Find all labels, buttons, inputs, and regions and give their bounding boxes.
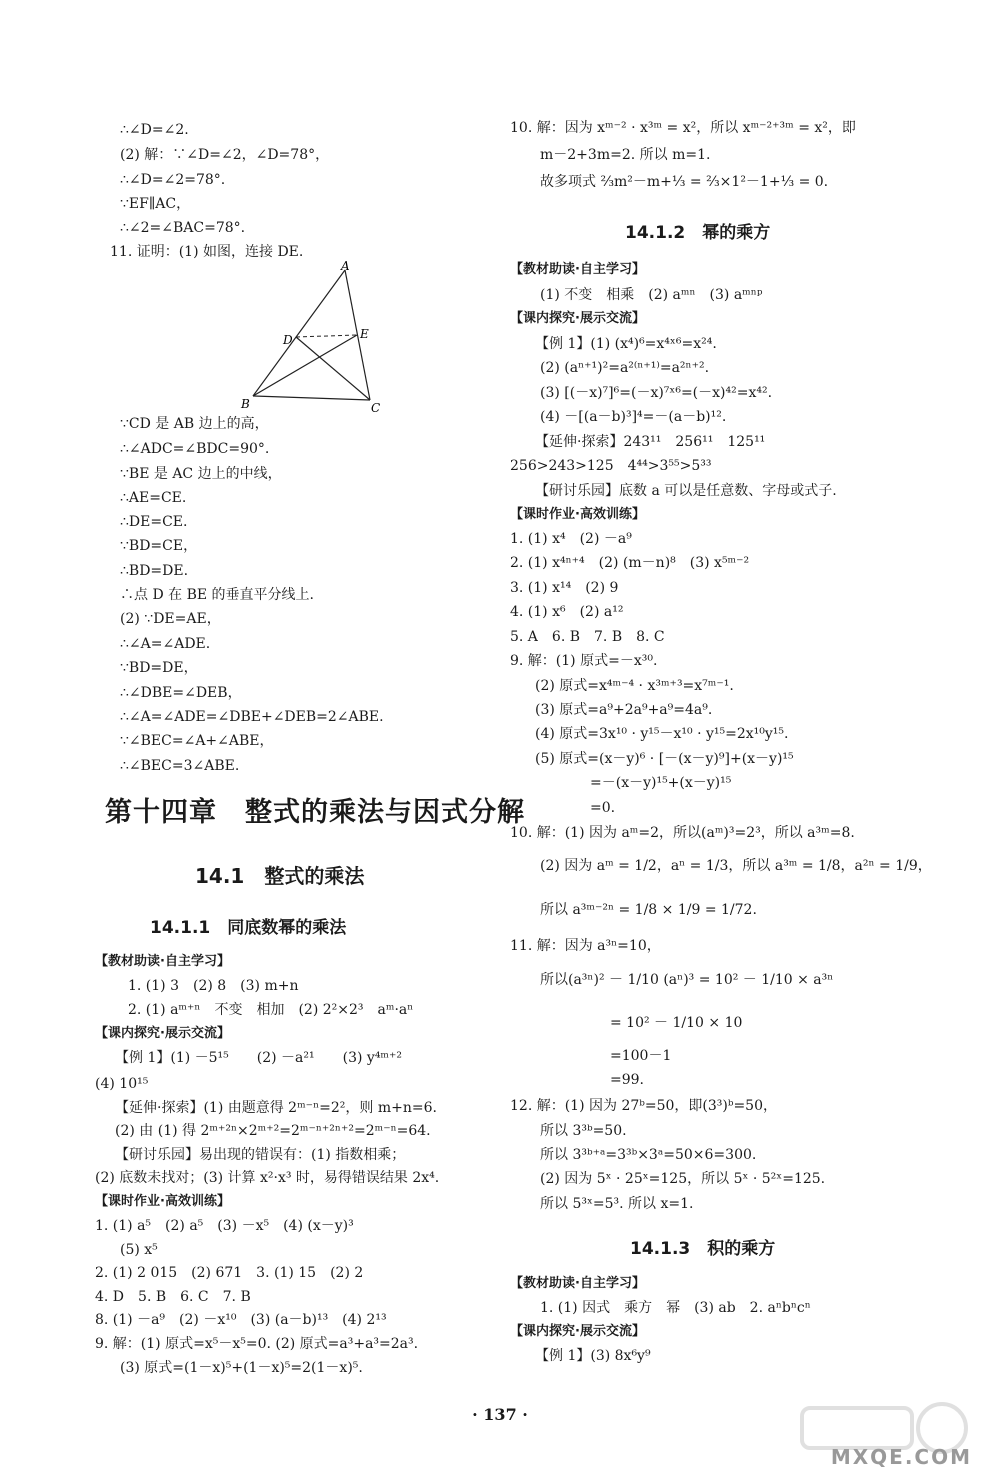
label-d: D (283, 333, 293, 347)
text-line: =100－1 (610, 1048, 672, 1064)
text-line: (2) 解：∵∠D=∠2，∠D=78°， (120, 147, 330, 163)
text-line: 5. A 6. B 7. B 8. C (510, 629, 665, 645)
text-line: =－(x－y)¹⁵+(x－y)¹⁵ (590, 775, 732, 791)
text-line: 11. 证明：(1) 如图，连接 DE. (110, 244, 304, 260)
text-line: 4. D 5. B 6. C 7. B (95, 1289, 251, 1305)
text-line: (3) 原式=a⁹+2a⁹+a⁹=4a⁹. (535, 702, 713, 718)
text-line: m－2+3m=2. 所以 m=1. (540, 147, 711, 163)
text-line: 11. 解：因为 a³ⁿ=10， (510, 938, 661, 954)
text-line: 1. (1) 因式 乘方 幂 (3) ab 2. aⁿbⁿcⁿ (540, 1300, 811, 1316)
text-line: ∴∠DBE=∠DEB， (120, 685, 242, 701)
text-line: ∴∠D=∠2. (120, 122, 189, 138)
text-line: 1. (1) x⁴ (2) －a⁹ (510, 531, 632, 547)
text-line: 3. (1) x¹⁴ (2) 9 (510, 580, 619, 596)
text-line: 故多项式 ⅔m²－m+⅓ = ⅔×1²－1+⅓ = 0. (540, 174, 829, 190)
text-line: 所以 a³ᵐ⁻²ⁿ = 1/8 × 1/9 = 1/72. (540, 902, 757, 918)
section-header: 【教材助读·自主学习】 (510, 262, 645, 277)
text-line: 2. (1) 2 015 (2) 671 3. (1) 15 (2) 2 (95, 1265, 364, 1281)
text-line: 12. 解：(1) 因为 27ᵇ=50，即(3³)ᵇ=50， (510, 1098, 777, 1114)
text-line: 【研讨乐园】底数 a 可以是任意数、字母或式子. (535, 483, 837, 499)
text-line: 【例 1】(3) 8x⁶y⁹ (535, 1348, 651, 1364)
text-line: 【研讨乐园】易出现的错误有：(1) 指数相乘； (115, 1147, 406, 1163)
text-line: (3) [(－x)⁷]⁶=(－x)⁷ˣ⁶=(－x)⁴²=x⁴². (540, 385, 773, 401)
text-line: 8. (1) －a⁹ (2) －x¹⁰ (3) (a－b)¹³ (4) 2¹³ (95, 1312, 387, 1328)
text-line: 9. 解：(1) 原式=－x³⁰. (510, 653, 658, 669)
chapter-title: 第十四章 整式的乘法与因式分解 (105, 797, 525, 828)
section-header: 【课内探究·展示交流】 (510, 1324, 645, 1339)
text-line: ∴∠ADC=∠BDC=90°. (120, 441, 270, 457)
text-line: (4) －[(a－b)³]⁴=－(a－b)¹². (540, 409, 727, 425)
text-line: (2) 因为 aᵐ = 1/2，aⁿ = 1/3，所以 a³ᵐ = 1/8，a²ⁿ = 1/9， (540, 858, 932, 874)
text-line: = 10² － 1/10 × 10 (610, 1015, 743, 1031)
text-line: (2) 因为 5ˣ · 25ˣ=125，所以 5ˣ · 5²ˣ=125. (540, 1171, 826, 1187)
text-line: 【例 1】(1) (x⁴)⁶=x⁴ˣ⁶=x²⁴. (535, 336, 717, 352)
text-line: (2) 底数未找对；(3) 计算 x²·x³ 时，易得错误结果 2x⁴. (95, 1170, 440, 1186)
label-c: C (371, 401, 381, 415)
label-b: B (241, 397, 250, 411)
text-line: 9. 解：(1) 原式=x⁵－x⁵=0. (2) 原式=a³+a³=2a³. (95, 1336, 419, 1352)
text-line: (5) 原式=(x－y)⁶ · [－(x－y)⁹]+(x－y)¹⁵ (535, 751, 794, 767)
text-line: 【延伸·探索】(1) 由题意得 2ᵐ⁻ⁿ=2²，则 m+n=6. (115, 1100, 437, 1116)
text-line: (2) 原式=x⁴ᵐ⁻⁴ · x³ᵐ⁺³=x⁷ᵐ⁻¹. (535, 678, 734, 694)
text-line: (4) 10¹⁵ (95, 1076, 149, 1092)
page-number: · 137 · (472, 1405, 528, 1424)
text-line: 256>243>125 4⁴⁴>3⁵⁵>5³³ (510, 458, 712, 474)
section-header: 【教材助读·自主学习】 (95, 954, 230, 969)
text-line: ∵BE 是 AC 边上的中线， (120, 466, 282, 482)
text-line: =0. (590, 800, 616, 816)
section-header: 【课内探究·展示交流】 (95, 1026, 230, 1041)
text-line: (2) 由 (1) 得 2ᵐ⁺²ⁿ×2ᵐ⁺²=2ᵐ⁻ⁿ⁺²ⁿ⁺²=2ᵐ⁻ⁿ=64. (115, 1123, 431, 1139)
text-line: =99. (610, 1072, 644, 1088)
section-header: 【课时作业·高效训练】 (510, 507, 645, 522)
text-line: ∴∠A=∠ADE=∠DBE+∠DEB=2∠ABE. (120, 709, 384, 725)
text-line: 2. (1) aᵐ⁺ⁿ 不变 相加 (2) 2²×2³ aᵐ·aⁿ (128, 1002, 414, 1018)
text-line: 所以 3³ᵇ=50. (540, 1123, 627, 1139)
label-e: E (360, 327, 369, 341)
text-line: ∵BD=CE， (120, 538, 198, 554)
text-line: 1. (1) 3 (2) 8 (3) m+n (128, 978, 299, 994)
text-line: 4. (1) x⁶ (2) a¹² (510, 604, 624, 620)
watermark-text: MXQE.COM (830, 1445, 972, 1469)
subsection-title: 14.1.2 幂的乘方 (625, 223, 771, 243)
text-line: ∴BD=DE. (120, 563, 189, 579)
text-line: (1) 不变 相乘 (2) aᵐⁿ (3) aᵐⁿᵖ (540, 287, 763, 303)
text-line: 所以 5³ˣ=5³. 所以 x=1. (540, 1196, 694, 1212)
text-line: ∴∠D=∠2=78°. (120, 172, 226, 188)
label-a: A (341, 259, 350, 273)
text-line: 所以 3³ᵇ⁺ᵃ=3³ᵇ×3ᵃ=50×6=300. (540, 1147, 757, 1163)
text-line: 【延伸·探索】243¹¹ 256¹¹ 125¹¹ (535, 434, 766, 450)
text-line: ∴AE=CE. (120, 490, 187, 506)
text-line: (4) 原式=3x¹⁰ · y¹⁵－x¹⁰ · y¹⁵=2x¹⁰y¹⁵. (535, 726, 789, 742)
text-line: ∵EF∥AC， (120, 196, 191, 212)
subsection-title: 14.1.3 积的乘方 (630, 1239, 776, 1259)
text-line: (2) (aⁿ⁺¹)²=a²⁽ⁿ⁺¹⁾=a²ⁿ⁺². (540, 360, 710, 376)
text-line: ∴∠A=∠ADE. (120, 636, 211, 652)
text-line: ∴点 D 在 BE 的垂直平分线上. (120, 587, 314, 603)
text-line: 2. (1) x⁴ⁿ⁺⁴ (2) (m－n)⁸ (3) x⁵ᵐ⁻² (510, 555, 750, 571)
section-title: 14.1 整式的乘法 (195, 864, 365, 888)
text-line: 10. 解：因为 xᵐ⁻² · x³ᵐ = x²，所以 xᵐ⁻²⁺³ᵐ = x²，即 (510, 120, 856, 136)
text-line: (5) x⁵ (120, 1242, 158, 1258)
subsection-title: 14.1.1 同底数幂的乘法 (150, 918, 347, 938)
section-header: 【课时作业·高效训练】 (95, 1194, 230, 1209)
text-line: ∵∠BEC=∠A+∠ABE， (120, 733, 274, 749)
text-line: 1. (1) a⁵ (2) a⁵ (3) －x⁵ (4) (x－y)³ (95, 1218, 354, 1234)
text-line: ∴∠2=∠BAC=78°. (120, 220, 246, 236)
text-line: (3) 原式=(1－x)⁵+(1－x)⁵=2(1－x)⁵. (120, 1360, 363, 1376)
section-header: 【教材助读·自主学习】 (510, 1276, 645, 1291)
section-header: 【课内探究·展示交流】 (510, 311, 645, 326)
text-line: ∵CD 是 AB 边上的高， (120, 416, 269, 432)
text-line: ∴∠BEC=3∠ABE. (120, 758, 240, 774)
text-line: 【例 1】(1) －5¹⁵ (2) －a²¹ (3) y⁴ᵐ⁺² (115, 1050, 403, 1066)
text-line: ∵BD=DE， (120, 660, 198, 676)
text-line: 所以(a³ⁿ)² － 1/10 (aⁿ)³ = 10² － 1/10 × a³ⁿ (540, 972, 834, 988)
text-line: (2) ∵DE=AE， (120, 611, 221, 627)
text-line: ∴DE=CE. (120, 514, 188, 530)
text-line: 10. 解：(1) 因为 aᵐ=2，所以(aᵐ)³=2³，所以 a³ᵐ=8. (510, 825, 855, 841)
triangle-figure (235, 258, 395, 418)
